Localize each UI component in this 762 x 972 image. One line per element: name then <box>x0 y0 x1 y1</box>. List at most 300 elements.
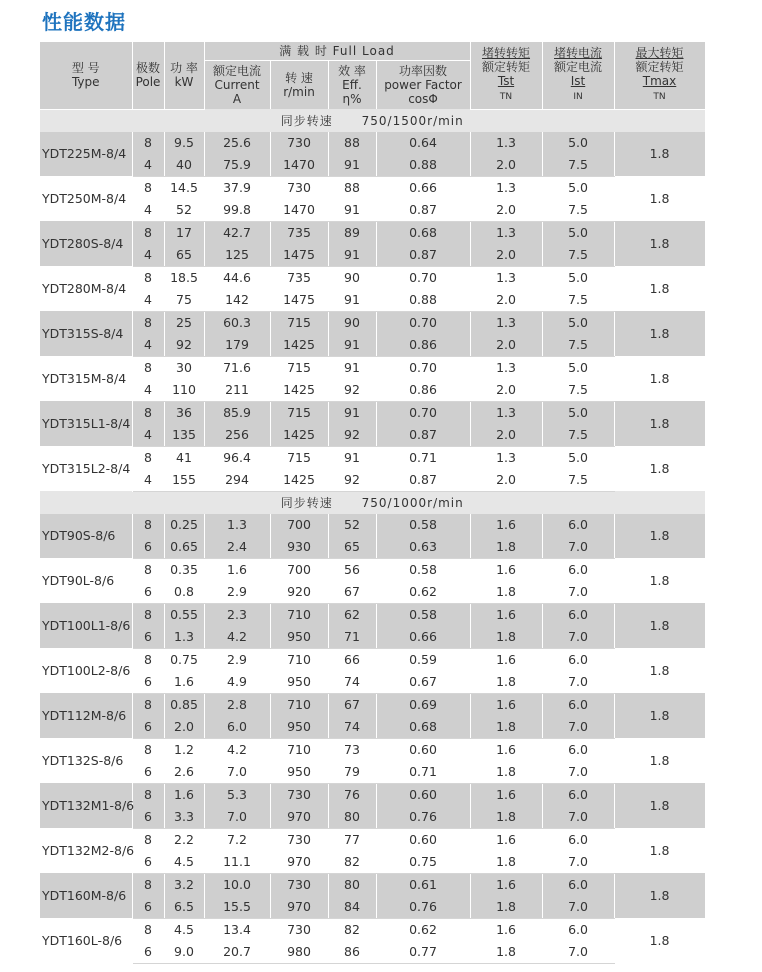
cell-power: 36 <box>164 401 204 424</box>
sync-speed-row <box>40 109 705 132</box>
cell-speed: 1425 <box>270 379 328 402</box>
cell-tst-tn: 1.8 <box>470 581 542 604</box>
table-row <box>40 828 705 851</box>
cell-power-factor: 0.62 <box>376 581 470 604</box>
cell-efficiency: 77 <box>328 828 376 851</box>
cell-tst-tn: 1.6 <box>470 918 542 941</box>
cell-power: 6.5 <box>164 896 204 919</box>
cell-type: YDT132S-8/6 <box>40 738 132 783</box>
table-row <box>40 671 705 694</box>
cell-tmax-tn: 1.8 <box>614 266 705 311</box>
sync-speed-label: 同步转速 750/1000r/min <box>40 491 705 514</box>
cell-type: YDT100L1-8/6 <box>40 603 132 648</box>
table-row <box>40 401 705 424</box>
cell-power-factor: 0.62 <box>376 918 470 941</box>
cell-pole: 6 <box>132 536 164 559</box>
cell-tst-tn: 1.6 <box>470 603 542 626</box>
table-row <box>40 536 705 559</box>
cell-power: 110 <box>164 379 204 402</box>
cell-ist-in: 5.0 <box>542 221 614 244</box>
cell-speed: 1425 <box>270 334 328 357</box>
cell-tst-tn: 1.8 <box>470 851 542 874</box>
cell-efficiency: 91 <box>328 446 376 469</box>
cell-tst-tn: 1.3 <box>470 311 542 334</box>
cell-power: 65 <box>164 244 204 267</box>
cell-power: 14.5 <box>164 176 204 199</box>
cell-pole: 8 <box>132 221 164 244</box>
cell-efficiency: 76 <box>328 783 376 806</box>
table-row <box>40 738 705 761</box>
cell-speed: 730 <box>270 873 328 896</box>
cell-power-factor: 0.68 <box>376 716 470 739</box>
cell-efficiency: 92 <box>328 379 376 402</box>
cell-efficiency: 91 <box>328 401 376 424</box>
table-row <box>40 626 705 649</box>
cell-power: 0.85 <box>164 693 204 716</box>
cell-efficiency: 74 <box>328 671 376 694</box>
cell-power: 25 <box>164 311 204 334</box>
cell-current: 13.4 <box>204 918 270 941</box>
cell-tst-tn: 2.0 <box>470 289 542 312</box>
cell-pole: 8 <box>132 918 164 941</box>
cell-power-factor: 0.71 <box>376 446 470 469</box>
table-row <box>40 356 705 379</box>
cell-ist-in: 6.0 <box>542 828 614 851</box>
cell-pole: 4 <box>132 469 164 492</box>
cell-tmax-tn: 1.8 <box>614 873 705 918</box>
cell-current: 7.0 <box>204 761 270 784</box>
cell-type: YDT225M-8/4 <box>40 132 132 177</box>
cell-ist-in: 5.0 <box>542 266 614 289</box>
cell-efficiency: 74 <box>328 716 376 739</box>
cell-current: 4.2 <box>204 626 270 649</box>
cell-power: 1.6 <box>164 783 204 806</box>
cell-efficiency: 91 <box>328 154 376 177</box>
cell-current: 60.3 <box>204 311 270 334</box>
cell-current: 142 <box>204 289 270 312</box>
cell-efficiency: 82 <box>328 918 376 941</box>
cell-tst-tn: 2.0 <box>470 334 542 357</box>
cell-speed: 715 <box>270 356 328 379</box>
cell-power-factor: 0.87 <box>376 469 470 492</box>
table-row <box>40 716 705 739</box>
cell-efficiency: 88 <box>328 132 376 154</box>
cell-tst-tn: 1.3 <box>470 176 542 199</box>
cell-tmax-tn: 1.8 <box>614 176 705 221</box>
cell-efficiency: 67 <box>328 693 376 716</box>
table-row <box>40 603 705 626</box>
cell-tst-tn: 1.6 <box>470 873 542 896</box>
table-row <box>40 648 705 671</box>
cell-efficiency: 56 <box>328 558 376 581</box>
cell-tst-tn: 2.0 <box>470 424 542 447</box>
cell-speed: 700 <box>270 558 328 581</box>
cell-efficiency: 91 <box>328 244 376 267</box>
cell-type: YDT250M-8/4 <box>40 176 132 221</box>
cell-speed: 1425 <box>270 469 328 492</box>
cell-ist-in: 7.0 <box>542 896 614 919</box>
sync-speed-row <box>40 491 705 514</box>
cell-pole: 6 <box>132 896 164 919</box>
cell-efficiency: 89 <box>328 221 376 244</box>
cell-pole: 8 <box>132 828 164 851</box>
cell-power-factor: 0.88 <box>376 154 470 177</box>
cell-speed: 1470 <box>270 199 328 222</box>
performance-table <box>40 42 706 964</box>
cell-speed: 710 <box>270 648 328 671</box>
cell-tmax-tn: 1.8 <box>614 918 705 963</box>
cell-pole: 4 <box>132 424 164 447</box>
cell-pole: 8 <box>132 446 164 469</box>
cell-current: 211 <box>204 379 270 402</box>
cell-current: 37.9 <box>204 176 270 199</box>
cell-tmax-tn: 1.8 <box>614 132 705 177</box>
cell-ist-in: 5.0 <box>542 311 614 334</box>
cell-power: 9.0 <box>164 941 204 964</box>
cell-current: 10.0 <box>204 873 270 896</box>
cell-efficiency: 67 <box>328 581 376 604</box>
cell-speed: 730 <box>270 828 328 851</box>
cell-speed: 1475 <box>270 244 328 267</box>
cell-speed: 970 <box>270 851 328 874</box>
cell-pole: 8 <box>132 176 164 199</box>
cell-speed: 715 <box>270 446 328 469</box>
cell-tmax-tn: 1.8 <box>614 221 705 266</box>
cell-ist-in: 7.0 <box>542 581 614 604</box>
cell-current: 85.9 <box>204 401 270 424</box>
cell-efficiency: 66 <box>328 648 376 671</box>
cell-tst-tn: 1.3 <box>470 446 542 469</box>
cell-efficiency: 52 <box>328 514 376 536</box>
cell-power-factor: 0.58 <box>376 558 470 581</box>
header-speed: 转 速 r/min <box>270 61 328 110</box>
cell-current: 44.6 <box>204 266 270 289</box>
cell-power-factor: 0.58 <box>376 514 470 536</box>
cell-efficiency: 88 <box>328 176 376 199</box>
cell-efficiency: 82 <box>328 851 376 874</box>
cell-speed: 980 <box>270 941 328 964</box>
cell-current: 2.4 <box>204 536 270 559</box>
cell-power-factor: 0.70 <box>376 266 470 289</box>
cell-pole: 4 <box>132 244 164 267</box>
cell-current: 5.3 <box>204 783 270 806</box>
table-row <box>40 783 705 806</box>
cell-tst-tn: 1.3 <box>470 221 542 244</box>
header-locked-rotor-torque: 堵转转矩 额定转矩 Tst TN <box>470 42 542 109</box>
cell-ist-in: 7.5 <box>542 469 614 492</box>
cell-type: YDT132M2-8/6 <box>40 828 132 873</box>
cell-speed: 970 <box>270 806 328 829</box>
cell-current: 1.3 <box>204 514 270 536</box>
header-type: 型 号 Type <box>40 42 132 109</box>
cell-type: YDT90S-8/6 <box>40 514 132 559</box>
cell-speed: 710 <box>270 603 328 626</box>
cell-power: 30 <box>164 356 204 379</box>
cell-current: 2.3 <box>204 603 270 626</box>
cell-pole: 6 <box>132 941 164 964</box>
cell-tmax-tn: 1.8 <box>614 738 705 783</box>
cell-power: 41 <box>164 446 204 469</box>
cell-power-factor: 0.86 <box>376 334 470 357</box>
cell-tst-tn: 1.8 <box>470 536 542 559</box>
cell-type: YDT280S-8/4 <box>40 221 132 266</box>
cell-ist-in: 6.0 <box>542 873 614 896</box>
cell-type: YDT112M-8/6 <box>40 693 132 738</box>
cell-tst-tn: 1.8 <box>470 761 542 784</box>
cell-tmax-tn: 1.8 <box>614 693 705 738</box>
table-row <box>40 761 705 784</box>
cell-tst-tn: 1.6 <box>470 693 542 716</box>
cell-power: 3.2 <box>164 873 204 896</box>
cell-ist-in: 7.5 <box>542 334 614 357</box>
cell-pole: 8 <box>132 693 164 716</box>
cell-efficiency: 80 <box>328 873 376 896</box>
table-row <box>40 469 705 492</box>
cell-efficiency: 80 <box>328 806 376 829</box>
cell-speed: 715 <box>270 401 328 424</box>
cell-power: 0.55 <box>164 603 204 626</box>
cell-speed: 700 <box>270 514 328 536</box>
cell-current: 20.7 <box>204 941 270 964</box>
table-row <box>40 379 705 402</box>
cell-ist-in: 7.5 <box>542 289 614 312</box>
cell-power: 0.25 <box>164 514 204 536</box>
table-row <box>40 446 705 469</box>
cell-power-factor: 0.70 <box>376 356 470 379</box>
cell-power-factor: 0.60 <box>376 738 470 761</box>
cell-speed: 920 <box>270 581 328 604</box>
table-row <box>40 266 705 289</box>
table-row <box>40 873 705 896</box>
cell-speed: 1475 <box>270 289 328 312</box>
cell-type: YDT315S-8/4 <box>40 311 132 356</box>
cell-power-factor: 0.70 <box>376 401 470 424</box>
cell-tmax-tn: 1.8 <box>614 401 705 446</box>
cell-tmax-tn: 1.8 <box>614 356 705 401</box>
cell-pole: 6 <box>132 806 164 829</box>
cell-power: 0.65 <box>164 536 204 559</box>
cell-ist-in: 7.5 <box>542 244 614 267</box>
cell-current: 75.9 <box>204 154 270 177</box>
cell-speed: 730 <box>270 176 328 199</box>
cell-tmax-tn: 1.8 <box>614 648 705 693</box>
header-locked-rotor-current: 堵转电流 额定电流 Ist IN <box>542 42 614 109</box>
cell-tmax-tn: 1.8 <box>614 446 705 491</box>
cell-ist-in: 6.0 <box>542 514 614 536</box>
table-row <box>40 806 705 829</box>
cell-tst-tn: 1.6 <box>470 558 542 581</box>
cell-speed: 710 <box>270 693 328 716</box>
cell-type: YDT315L2-8/4 <box>40 446 132 491</box>
cell-current: 1.6 <box>204 558 270 581</box>
cell-ist-in: 7.0 <box>542 671 614 694</box>
cell-current: 7.2 <box>204 828 270 851</box>
cell-current: 2.9 <box>204 648 270 671</box>
cell-power-factor: 0.66 <box>376 176 470 199</box>
table-row <box>40 334 705 357</box>
cell-speed: 950 <box>270 671 328 694</box>
table-row <box>40 896 705 919</box>
cell-pole: 8 <box>132 783 164 806</box>
cell-ist-in: 5.0 <box>542 446 614 469</box>
cell-power: 17 <box>164 221 204 244</box>
table-row <box>40 693 705 716</box>
header-power-factor: 功率因数 power Factor cosΦ <box>376 61 470 110</box>
cell-type: YDT315L1-8/4 <box>40 401 132 446</box>
cell-ist-in: 7.5 <box>542 199 614 222</box>
cell-efficiency: 86 <box>328 941 376 964</box>
cell-pole: 4 <box>132 334 164 357</box>
cell-pole: 6 <box>132 851 164 874</box>
cell-ist-in: 7.0 <box>542 851 614 874</box>
cell-speed: 930 <box>270 536 328 559</box>
cell-ist-in: 6.0 <box>542 558 614 581</box>
cell-pole: 8 <box>132 311 164 334</box>
cell-power-factor: 0.75 <box>376 851 470 874</box>
cell-current: 256 <box>204 424 270 447</box>
cell-speed: 1425 <box>270 424 328 447</box>
cell-speed: 730 <box>270 132 328 154</box>
cell-pole: 6 <box>132 671 164 694</box>
cell-ist-in: 7.5 <box>542 154 614 177</box>
cell-efficiency: 84 <box>328 896 376 919</box>
cell-current: 71.6 <box>204 356 270 379</box>
cell-ist-in: 6.0 <box>542 738 614 761</box>
cell-power-factor: 0.68 <box>376 221 470 244</box>
cell-efficiency: 73 <box>328 738 376 761</box>
header-pole: 极数 Pole <box>132 42 164 109</box>
cell-tst-tn: 2.0 <box>470 199 542 222</box>
cell-tst-tn: 1.8 <box>470 626 542 649</box>
cell-current: 4.9 <box>204 671 270 694</box>
cell-pole: 4 <box>132 289 164 312</box>
cell-power-factor: 0.69 <box>376 693 470 716</box>
cell-ist-in: 6.0 <box>542 693 614 716</box>
table-row <box>40 918 705 941</box>
cell-power: 135 <box>164 424 204 447</box>
cell-tst-tn: 1.3 <box>470 132 542 154</box>
cell-ist-in: 7.0 <box>542 626 614 649</box>
cell-current: 179 <box>204 334 270 357</box>
cell-efficiency: 90 <box>328 311 376 334</box>
cell-ist-in: 5.0 <box>542 132 614 154</box>
sync-speed-label: 同步转速 750/1500r/min <box>40 109 705 132</box>
cell-power-factor: 0.67 <box>376 671 470 694</box>
header-power: 功 率 kW <box>164 42 204 109</box>
cell-tmax-tn: 1.8 <box>614 514 705 559</box>
header-current: 额定电流 Current A <box>204 61 270 110</box>
cell-pole: 8 <box>132 356 164 379</box>
table-row <box>40 851 705 874</box>
cell-speed: 1470 <box>270 154 328 177</box>
cell-pole: 6 <box>132 626 164 649</box>
cell-ist-in: 6.0 <box>542 918 614 941</box>
cell-tst-tn: 1.3 <box>470 266 542 289</box>
cell-speed: 970 <box>270 896 328 919</box>
cell-ist-in: 7.0 <box>542 941 614 964</box>
cell-efficiency: 90 <box>328 266 376 289</box>
cell-tst-tn: 2.0 <box>470 379 542 402</box>
cell-tst-tn: 2.0 <box>470 469 542 492</box>
cell-current: 15.5 <box>204 896 270 919</box>
cell-pole: 4 <box>132 379 164 402</box>
cell-efficiency: 92 <box>328 469 376 492</box>
cell-efficiency: 65 <box>328 536 376 559</box>
cell-ist-in: 5.0 <box>542 356 614 379</box>
cell-power: 4.5 <box>164 918 204 941</box>
cell-pole: 8 <box>132 738 164 761</box>
cell-tst-tn: 1.8 <box>470 806 542 829</box>
table-row <box>40 132 705 154</box>
table-row <box>40 244 705 267</box>
table-row <box>40 289 705 312</box>
cell-current: 11.1 <box>204 851 270 874</box>
cell-current: 2.8 <box>204 693 270 716</box>
cell-power-factor: 0.76 <box>376 896 470 919</box>
table-row <box>40 221 705 244</box>
cell-power-factor: 0.76 <box>376 806 470 829</box>
cell-power: 3.3 <box>164 806 204 829</box>
cell-power-factor: 0.87 <box>376 199 470 222</box>
cell-pole: 8 <box>132 514 164 536</box>
cell-speed: 715 <box>270 311 328 334</box>
cell-speed: 730 <box>270 918 328 941</box>
cell-current: 4.2 <box>204 738 270 761</box>
cell-power: 1.3 <box>164 626 204 649</box>
cell-tmax-tn: 1.8 <box>614 783 705 828</box>
cell-ist-in: 7.5 <box>542 424 614 447</box>
cell-power-factor: 0.86 <box>376 379 470 402</box>
cell-speed: 950 <box>270 761 328 784</box>
cell-power-factor: 0.71 <box>376 761 470 784</box>
cell-tst-tn: 1.6 <box>470 738 542 761</box>
cell-type: YDT100L2-8/6 <box>40 648 132 693</box>
table-row <box>40 199 705 222</box>
header-max-torque: 最大转矩 额定转矩 Tmax TN <box>614 42 705 109</box>
cell-power: 0.8 <box>164 581 204 604</box>
cell-current: 294 <box>204 469 270 492</box>
cell-current: 96.4 <box>204 446 270 469</box>
cell-power: 52 <box>164 199 204 222</box>
cell-speed: 730 <box>270 783 328 806</box>
cell-tst-tn: 1.6 <box>470 648 542 671</box>
cell-pole: 8 <box>132 401 164 424</box>
cell-power-factor: 0.59 <box>376 648 470 671</box>
cell-type: YDT160M-8/6 <box>40 873 132 918</box>
cell-type: YDT132M1-8/6 <box>40 783 132 828</box>
cell-tmax-tn: 1.8 <box>614 828 705 873</box>
cell-type: YDT315M-8/4 <box>40 356 132 401</box>
cell-pole: 8 <box>132 648 164 671</box>
table-row <box>40 311 705 334</box>
cell-power: 1.2 <box>164 738 204 761</box>
cell-tst-tn: 1.8 <box>470 716 542 739</box>
table-row <box>40 558 705 581</box>
cell-speed: 735 <box>270 221 328 244</box>
cell-tst-tn: 1.8 <box>470 896 542 919</box>
cell-speed: 950 <box>270 626 328 649</box>
cell-type: YDT280M-8/4 <box>40 266 132 311</box>
table-row <box>40 514 705 536</box>
cell-power: 4.5 <box>164 851 204 874</box>
cell-power-factor: 0.64 <box>376 132 470 154</box>
table-row <box>40 424 705 447</box>
cell-ist-in: 7.5 <box>542 379 614 402</box>
cell-ist-in: 7.0 <box>542 536 614 559</box>
cell-efficiency: 79 <box>328 761 376 784</box>
table-row <box>40 176 705 199</box>
cell-type: YDT160L-8/6 <box>40 918 132 963</box>
